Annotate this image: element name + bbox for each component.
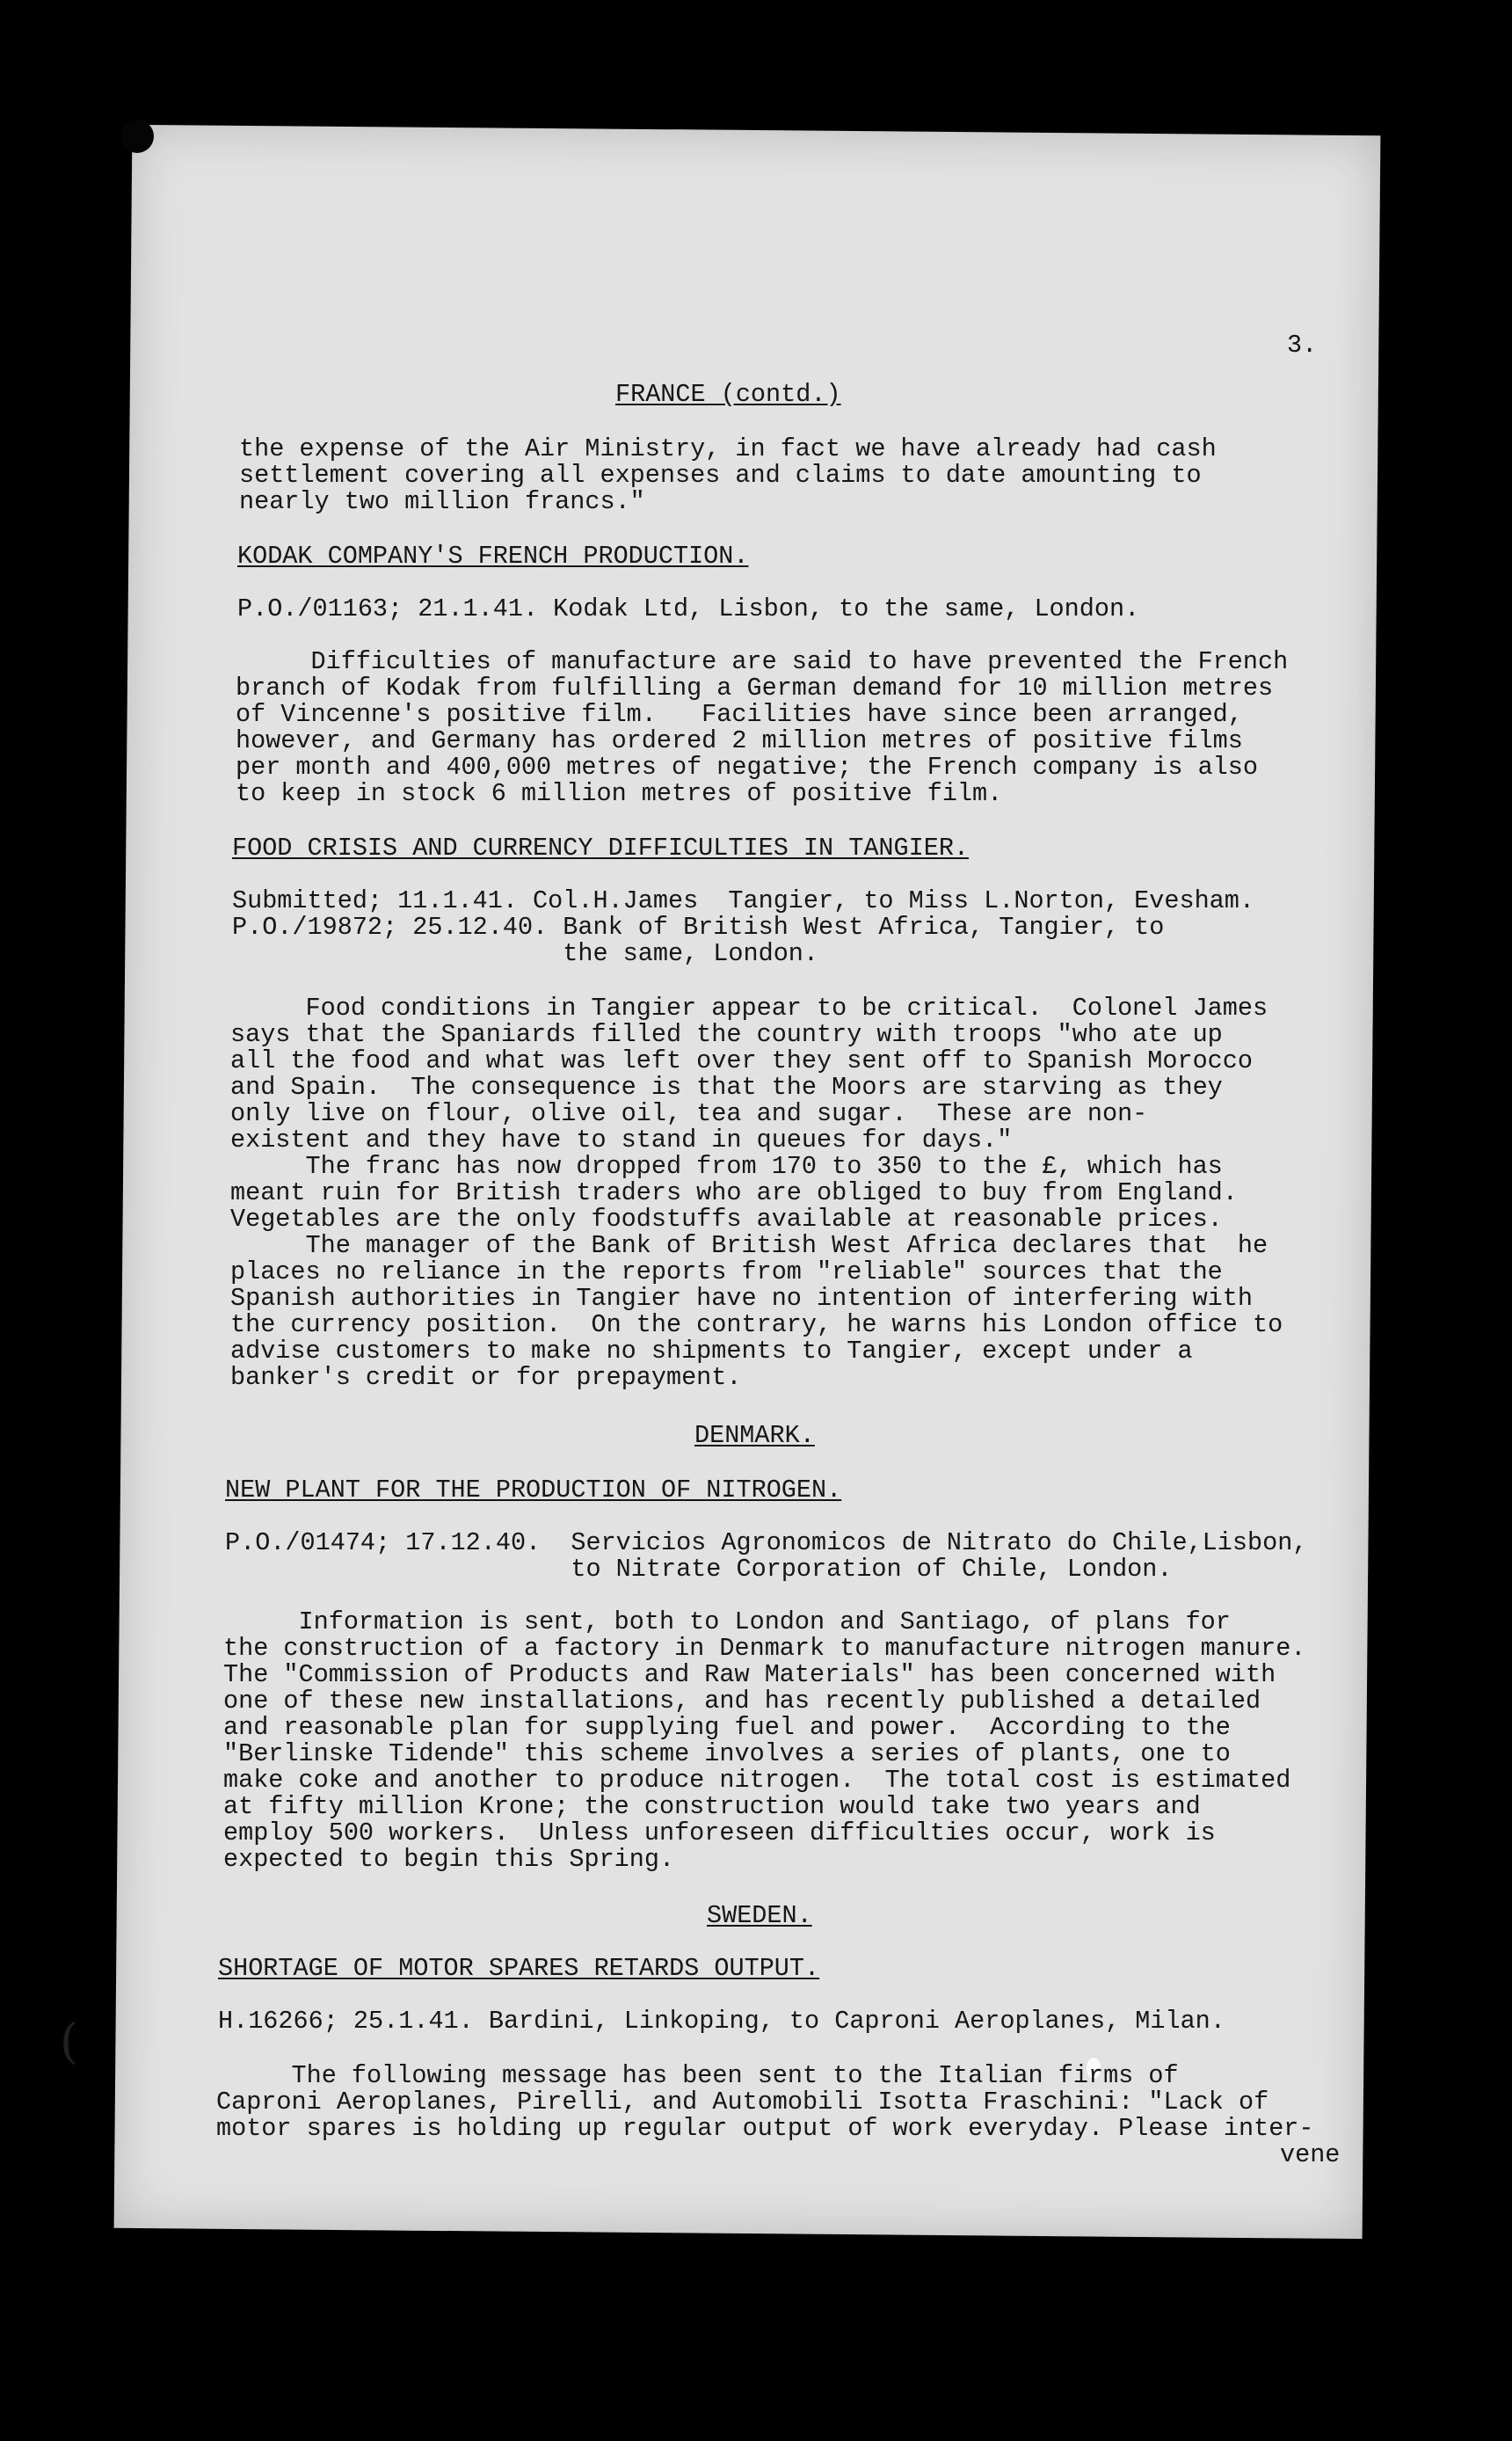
text-line: employ 500 workers. Unless unforeseen difficulties occur, work is [223, 1818, 1216, 1847]
page-number: 3. [1287, 331, 1318, 360]
text-line: Vegetables are the only foodstuffs available at reasonable prices. [230, 1205, 1223, 1234]
reference-line: P.O./01163; 21.1.41. Kodak Ltd, Lisbon, to the same, London. [237, 594, 1140, 623]
text-line: the expense of the Air Ministry, in fact we have already had cash [239, 434, 1217, 463]
text-line: and reasonable plan for supplying fuel and power. According to the [223, 1713, 1231, 1742]
text-line: banker's credit or for prepayment. [230, 1363, 742, 1392]
reference-line: P.O./19872; 25.12.40. Bank of British West Africa, Tangier, to [232, 913, 1165, 942]
text-line: meant ruin for British traders who are obliged to buy from England. [230, 1178, 1238, 1207]
reference-line: Submitted; 11.1.41. Col.H.James Tangier, to Miss L.Norton, Evesham. [232, 886, 1254, 915]
text-line: The following message has been sent to the Italian firms of [216, 2061, 1179, 2090]
catchword: vene [1280, 2140, 1341, 2169]
text-line: expected to begin this Spring. [223, 1845, 675, 1874]
text-line: of Vincenne's positive film. Facilities have since been arranged, [236, 700, 1243, 729]
text-line: "Berlinske Tidende" this scheme involves a series of plants, one to [223, 1739, 1231, 1768]
reference-line: P.O./01474; 17.12.40. Servicios Agronomicos de Nitrato do Chile,Lisbon, [225, 1528, 1308, 1557]
page-heading: FRANCE (contd.) [615, 380, 841, 409]
text-line: Spanish authorities in Tangier have no intention of interfering with [230, 1284, 1253, 1313]
text-line: existent and they have to stand in queues for days." [230, 1126, 1013, 1155]
text-line: places no reliance in the reports from "reliable" sources that the [230, 1257, 1223, 1286]
text-line: per month and 400,000 metres of negative; the French company is also [236, 753, 1258, 782]
text-line: make coke and another to produce nitrogen. The total cost is estimated [223, 1766, 1291, 1795]
text-line: branch of Kodak from fulfilling a German demand for 10 million metres [236, 674, 1274, 703]
text-line: and Spain. The consequence is that the Moors are starving as they [230, 1073, 1223, 1102]
punch-hole [120, 120, 154, 153]
section-heading: FOOD CRISIS AND CURRENCY DIFFICULTIES IN TANGIER. [232, 834, 970, 863]
text-line: Difficulties of manufacture are said to have prevented the French [236, 647, 1289, 676]
text-line: The "Commission of Products and Raw Materials" has been concerned with [223, 1660, 1276, 1689]
text-line: only live on flour, olive oil, tea and sugar. These are non- [230, 1099, 1148, 1128]
text-line: however, and Germany has ordered 2 million metres of positive films [236, 726, 1243, 755]
text-line: the currency position. On the contrary, he warns his London office to [230, 1310, 1283, 1339]
text-line: all the food and what was left over they sent off to Spanish Morocco [230, 1046, 1253, 1075]
text-line: Caproni Aeroplanes, Pirelli, and Automobili Isotta Fraschini: "Lack of [216, 2088, 1269, 2117]
country-heading: DENMARK. [694, 1421, 815, 1450]
section-heading: SHORTAGE OF MOTOR SPARES RETARDS OUTPUT. [218, 1954, 820, 1983]
text-line: Information is sent, both to London and Santiago, of plans for [223, 1607, 1231, 1636]
text-line: at fifty million Krone; the construction would take two years and [223, 1792, 1201, 1821]
reference-line: H.16266; 25.1.41. Bardini, Linkoping, to Caproni Aeroplanes, Milan. [218, 2007, 1225, 2036]
text-line: advise customers to make no shipments to Tangier, except under a [230, 1337, 1193, 1366]
text-line: motor spares is holding up regular output of work everyday. Please inter- [216, 2114, 1314, 2143]
margin-pencil-mark: ( [60, 2014, 79, 2069]
text-line: says that the Spaniards filled the country with troops "who ate up [230, 1020, 1223, 1049]
reference-line: to Nitrate Corporation of Chile, London. [225, 1555, 1173, 1584]
section-heading: NEW PLANT FOR THE PRODUCTION OF NITROGEN. [225, 1476, 842, 1505]
text-line: The franc has now dropped from 170 to 350 to the £, which has [230, 1152, 1223, 1181]
text-line: the construction of a factory in Denmark to manufacture nitrogen manure. [223, 1634, 1306, 1663]
text-line: to keep in stock 6 million metres of positive film. [236, 779, 1003, 808]
text-line: The manager of the Bank of British West Africa declares that he [230, 1231, 1268, 1260]
text-line: settlement covering all expenses and claims to date amounting to [239, 461, 1202, 490]
country-heading: SWEDEN. [707, 1901, 812, 1930]
text-line: one of these new installations, and has recently published a detailed [223, 1687, 1261, 1716]
text-line: Food conditions in Tangier appear to be critical. Colonel James [230, 994, 1268, 1023]
reference-line: the same, London. [232, 939, 819, 968]
text-line: nearly two million francs." [239, 487, 645, 516]
section-heading: KODAK COMPANY'S FRENCH PRODUCTION. [237, 542, 749, 571]
